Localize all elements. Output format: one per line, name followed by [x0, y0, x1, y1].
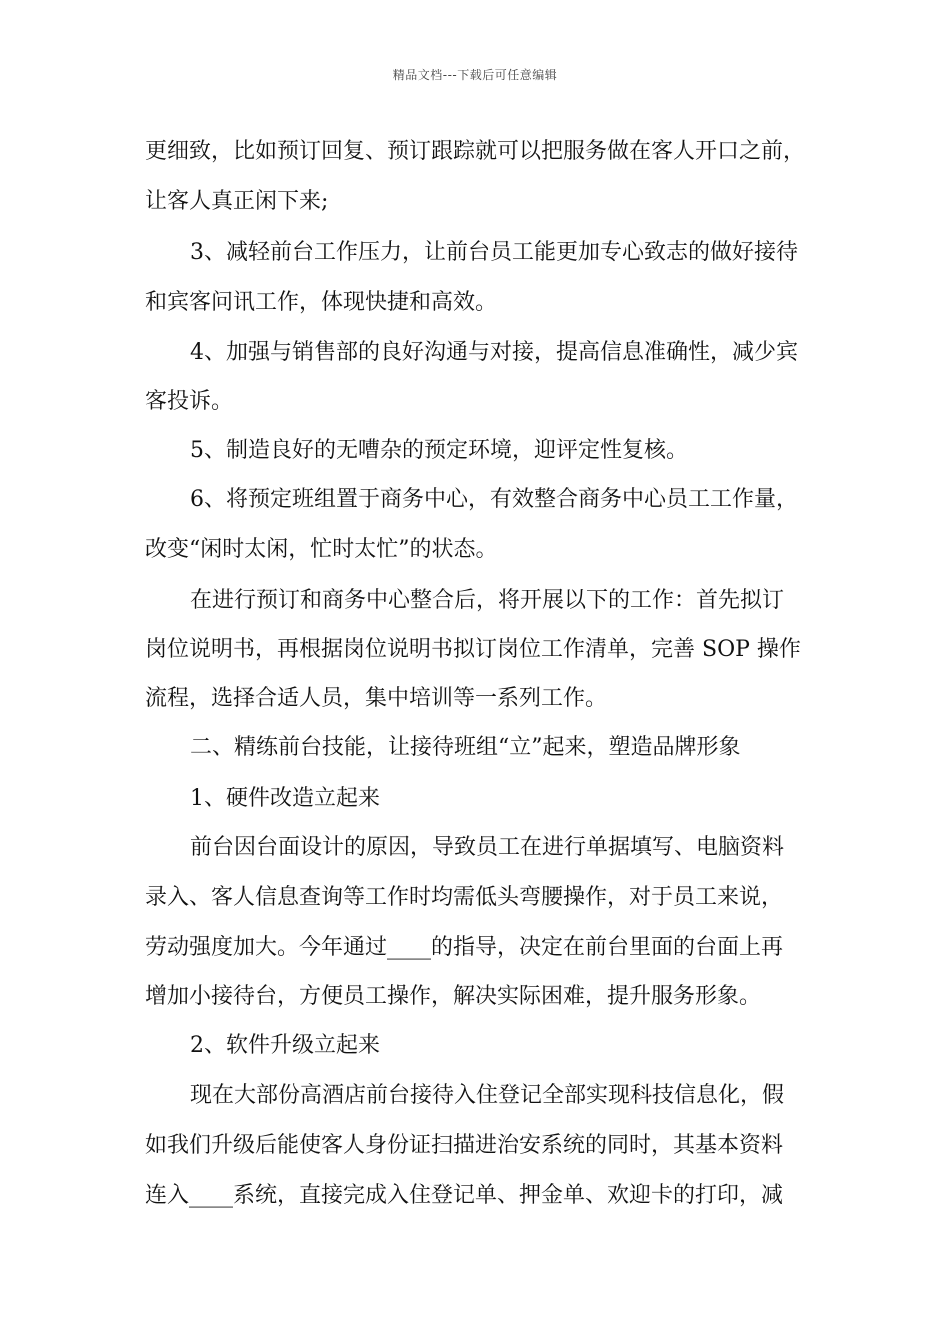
text-line: 5、制造良好的无嘈杂的预定环境，迎评定性复核。	[190, 438, 688, 463]
text-line: 录入、客人信息查询等工作时均需低头弯腰操作，对于员工来说，	[145, 885, 784, 910]
text-line: 2、软件升级立起来	[190, 1033, 380, 1058]
text-line: 客投诉。	[145, 389, 234, 414]
text-line: 改变“闲时太闲，忙时太忙”的状态。	[145, 537, 498, 562]
text-line: 岗位说明书，再根据岗位说明书拟订岗位工作清单，完善 SOP 操作	[145, 637, 801, 662]
text-line: 3、减轻前台工作压力，让前台员工能更加专心致志的做好接待	[190, 240, 798, 265]
page-header: 精品文档---下载后可任意编辑	[392, 68, 558, 82]
text-line: 和宾客问讯工作，体现快捷和高效。	[145, 290, 498, 315]
text-line: 现在大部份高酒店前台接待入住登记全部实现科技信息化，假	[190, 1083, 785, 1108]
text-line: 前台因台面设计的原因，导致员工在进行单据填写、电脑资料	[190, 835, 785, 860]
text-line: 流程，选择合适人员，集中培训等一系列工作。	[145, 686, 608, 711]
text-line: 在进行预订和商务中心整合后，将开展以下的工作：首先拟订	[190, 588, 785, 613]
text-line: 如我们升级后能使客人身份证扫描进治安系统的同时，其基本资料	[145, 1133, 784, 1158]
text-line: 劳动强度加大。今年通过____的指导，决定在前台里面的台面上再	[145, 935, 784, 960]
text-line: 让客人真正闲下来;	[145, 189, 329, 214]
text-line: 4、加强与销售部的良好沟通与对接，提高信息准确性，减少宾	[190, 340, 798, 365]
text-line: 1、硬件改造立起来	[190, 786, 380, 811]
text-line: 二、精练前台技能，让接待班组“立”起来，塑造品牌形象	[190, 735, 741, 760]
text-line: 连入____系统，直接完成入住登记单、押金单、欢迎卡的打印，减	[145, 1183, 784, 1208]
text-line: 更细致，比如预订回复、预订跟踪就可以把服务做在客人开口之前，	[145, 139, 806, 164]
text-line: 6、将预定班组置于商务中心，有效整合商务中心员工工作量，	[190, 487, 798, 512]
text-line: 增加小接待台，方便员工操作，解决实际困难，提升服务形象。	[145, 984, 762, 1009]
